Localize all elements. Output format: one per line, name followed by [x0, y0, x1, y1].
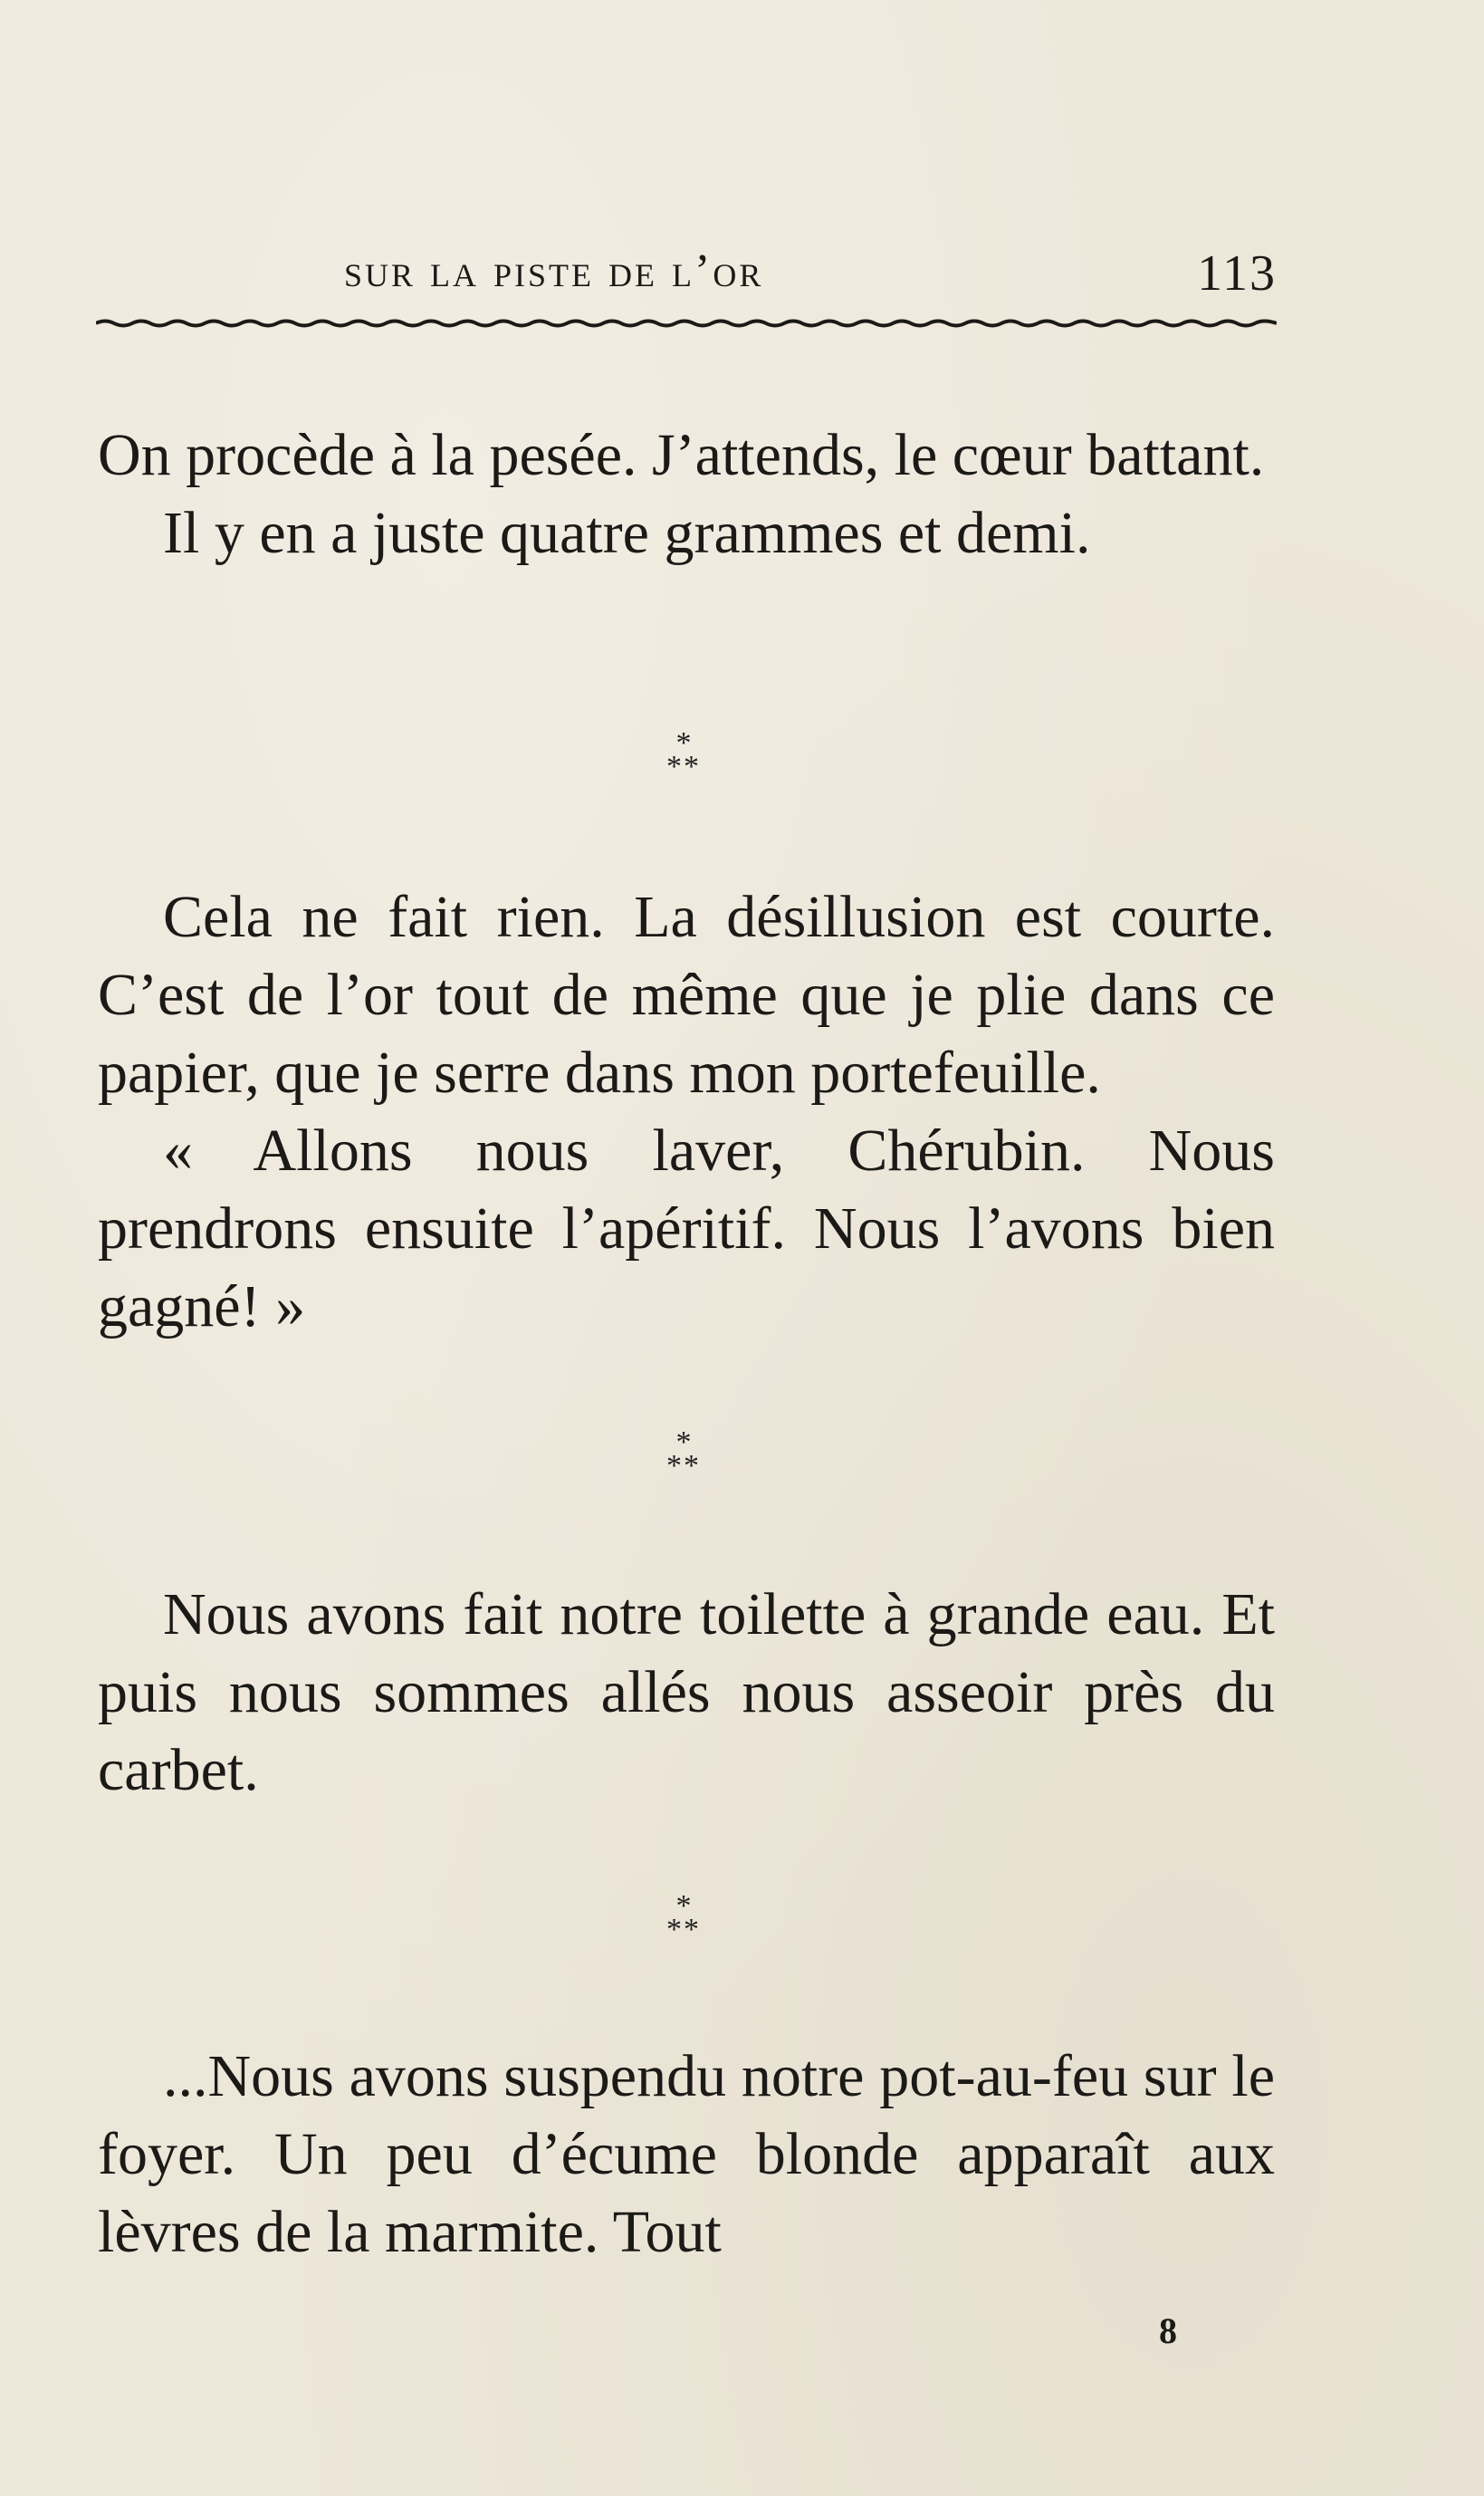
separator-stars: **	[666, 750, 701, 783]
paragraph: Cela ne fait rien. La désillusion est courte. C’est de l’or tout de même que je plie dans ce papier, que je serre dans mon portefeuille.	[98, 884, 1275, 1106]
section-separator-2	[647, 1426, 720, 1483]
signature-mark: 8	[1159, 2310, 1177, 2351]
separator-stars: **	[666, 1913, 701, 1946]
text-block-2	[98, 878, 1275, 1346]
section-separator-1	[647, 726, 720, 783]
section-separator-3	[647, 1889, 720, 1946]
paragraph: Il y en a juste quatre grammes et demi.	[163, 500, 1091, 566]
paragraph: Nous avons fait notre toilette à grande eau. Et puis nous sommes allés nous asseoir près du carbet.	[98, 1581, 1275, 1803]
paragraph: On procède à la pesée. J’attends, le cœur battant.	[98, 422, 1265, 488]
separator-star: *	[675, 1889, 692, 1923]
text-block-1	[98, 417, 1275, 572]
paragraph: « Allons nous laver, Chérubin. Nous prendrons ensuite l’apéritif. Nous l’avons bien gagné! »	[98, 1118, 1275, 1339]
text-block-4	[98, 2038, 1275, 2271]
ornamental-rule	[96, 317, 1277, 330]
separator-stars: **	[666, 1449, 701, 1483]
page-number: 113	[1197, 245, 1277, 302]
paragraph: ...Nous avons suspendu notre pot-au-feu sur le foyer. Un peu d’écume blonde apparaît aux lèvres de la marmite. Tout	[98, 2043, 1275, 2265]
text-block-3	[98, 1576, 1275, 1810]
running-head	[344, 245, 1277, 308]
separator-star: *	[675, 1426, 692, 1459]
running-title: sur la piste de l’or	[344, 245, 764, 297]
separator-star: *	[675, 726, 692, 760]
